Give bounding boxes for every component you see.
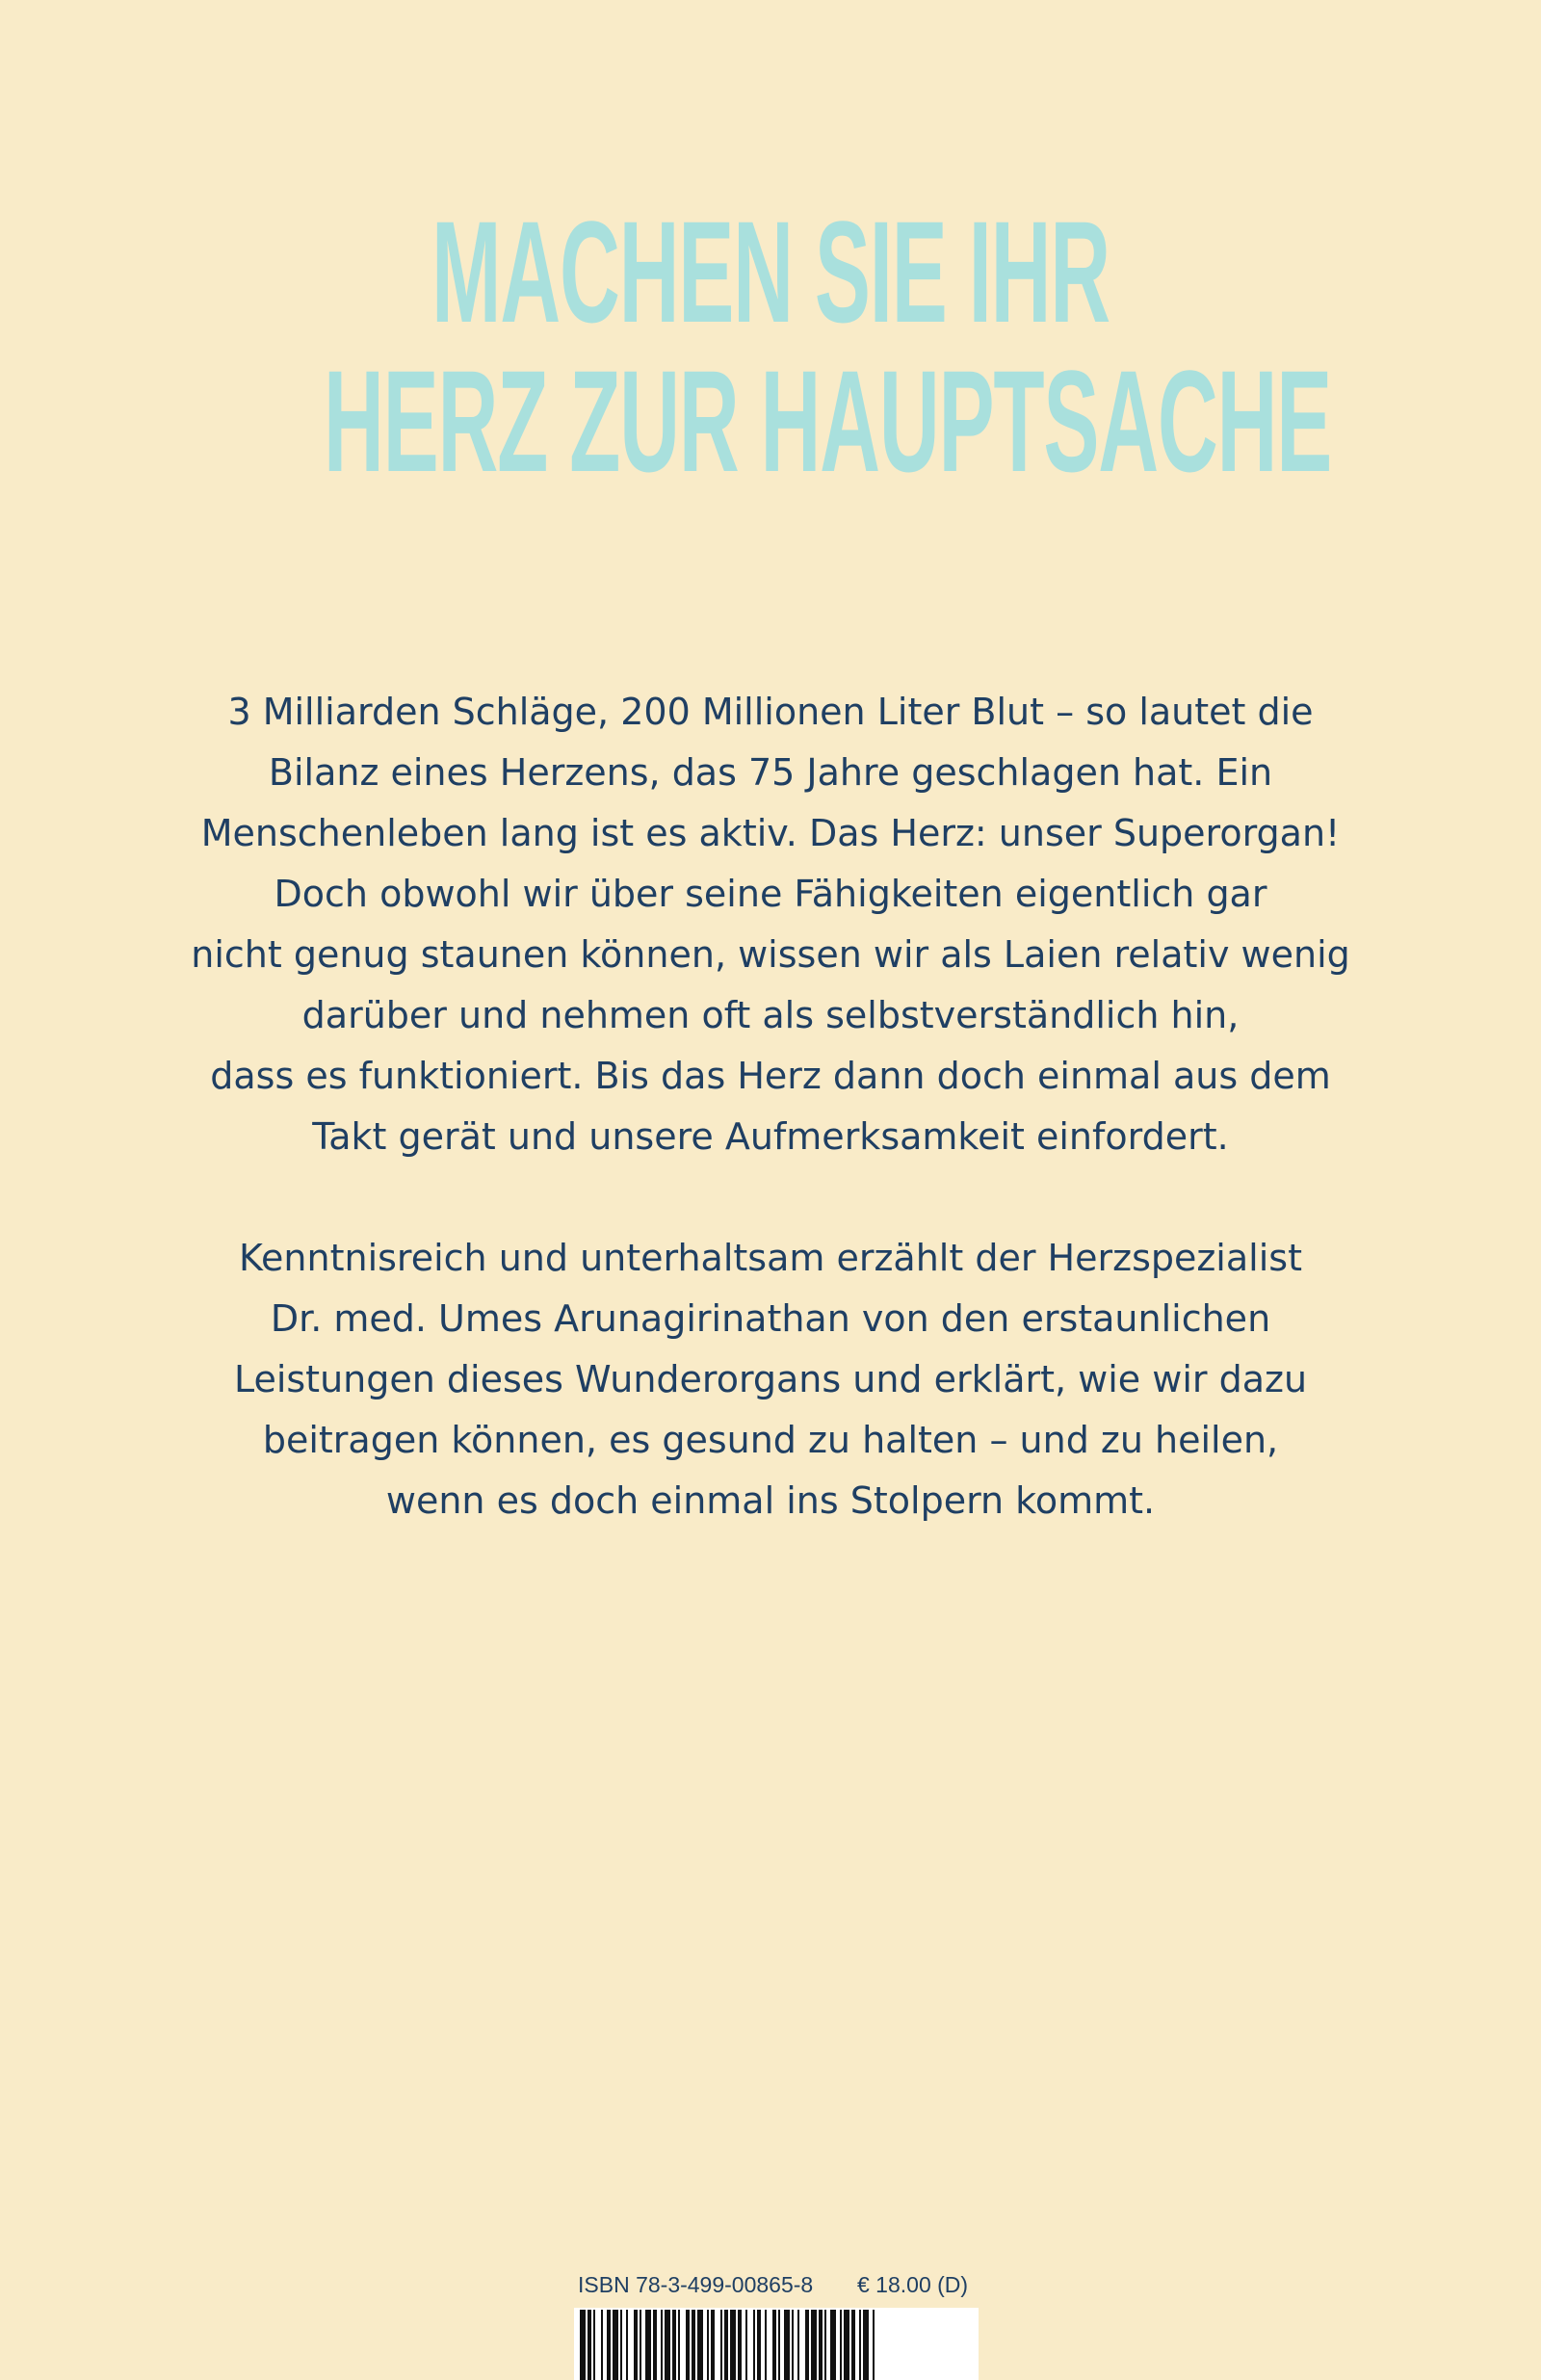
barcode-bar xyxy=(811,2310,817,2380)
blurb-line: Doch obwohl wir über seine Fähigkeiten eigentlich gar xyxy=(274,873,1267,915)
barcode-bar xyxy=(672,2310,676,2380)
barcode-bar xyxy=(707,2310,709,2380)
barcode-bar xyxy=(730,2310,736,2380)
barcode-bar xyxy=(720,2310,722,2380)
barcode-bar xyxy=(745,2310,747,2380)
barcode-bar xyxy=(640,2310,641,2380)
barcode-bar xyxy=(873,2310,875,2380)
barcode-bar xyxy=(830,2310,836,2380)
headline-line-1: MACHEN SIE IHR xyxy=(431,191,1110,353)
barcode-bar xyxy=(678,2310,680,2380)
blurb-line: Dr. med. Umes Arunagirinathan von den erstaunlichen xyxy=(270,1297,1271,1340)
barcode-bar xyxy=(824,2310,826,2380)
barcode-bar xyxy=(724,2310,728,2380)
price-label: € 18.00 (D) xyxy=(857,2272,969,2297)
blurb-line: Kenntnisreich und unterhaltsam erzählt der Herzspezialist xyxy=(239,1237,1302,1279)
blurb-line: 3 Milliarden Schläge, 200 Millionen Liter Blut – so lautet die xyxy=(227,691,1314,733)
barcode-bar xyxy=(588,2310,591,2380)
blurb-paragraph-1 xyxy=(96,682,1445,1167)
barcode-bar xyxy=(601,2310,603,2380)
barcode-bar xyxy=(797,2310,799,2380)
barcode-bar xyxy=(653,2310,657,2380)
barcode-bar xyxy=(692,2310,695,2380)
blurb-line: dass es funktioniert. Bis das Herz dann doch einmal aus dem xyxy=(210,1055,1331,1097)
barcode-bar xyxy=(840,2310,842,2380)
barcode-bar xyxy=(859,2310,861,2380)
headline-line-2: HERZ ZUR HAUPTSACHE xyxy=(324,340,1332,502)
barcode-bar xyxy=(792,2310,794,2380)
barcode-bar xyxy=(778,2310,780,2380)
barcode xyxy=(574,2308,979,2380)
blurb-line: nicht genug staunen können, wissen wir als Laien relativ wenig xyxy=(191,933,1350,976)
blurb-line: Menschenleben lang ist es aktiv. Das Herz: unser Superorgan! xyxy=(200,812,1341,854)
headline xyxy=(0,191,1541,502)
barcode-bar xyxy=(851,2310,855,2380)
barcode-bar xyxy=(819,2310,823,2380)
barcode-bar xyxy=(765,2310,767,2380)
barcode-bar xyxy=(645,2310,651,2380)
barcode-bar xyxy=(772,2310,776,2380)
barcode-bar xyxy=(665,2310,670,2380)
blurb-line: Leistungen dieses Wunderorgans und erklärt, wie wir dazu xyxy=(233,1358,1308,1400)
barcode-bar xyxy=(593,2310,595,2380)
barcode-bar xyxy=(607,2310,611,2380)
barcode-bar xyxy=(620,2310,622,2380)
blurb-line: Takt gerät und unsere Aufmerksamkeit einfordert. xyxy=(312,1115,1229,1158)
barcode-bar xyxy=(711,2310,715,2380)
barcode-bar xyxy=(753,2310,755,2380)
barcode-bar xyxy=(686,2310,690,2380)
barcode-bar xyxy=(757,2310,761,2380)
blurb-line: Bilanz eines Herzens, das 75 Jahre geschlagen hat. Ein xyxy=(268,751,1273,794)
barcode-graphic xyxy=(574,2308,979,2380)
barcode-bar xyxy=(738,2310,742,2380)
barcode-bar xyxy=(697,2310,703,2380)
barcode-bar xyxy=(863,2310,869,2380)
barcode-bar xyxy=(613,2310,618,2380)
isbn-label: ISBN 78-3-499-00865-8 xyxy=(578,2272,814,2297)
barcode-bar xyxy=(661,2310,663,2380)
barcode-bar xyxy=(844,2310,849,2380)
blurb-line: darüber und nehmen oft als selbstverständlich hin, xyxy=(301,994,1240,1036)
blurb-line: beitragen können, es gesund zu halten – und zu heilen, xyxy=(262,1419,1279,1461)
barcode-bar xyxy=(626,2310,628,2380)
blurb-paragraph-2 xyxy=(96,1228,1445,1531)
barcode-bar xyxy=(634,2310,638,2380)
barcode-bar xyxy=(784,2310,790,2380)
blurb-line: wenn es doch einmal ins Stolpern kommt. xyxy=(385,1479,1156,1522)
barcode-bar xyxy=(805,2310,809,2380)
barcode-bar xyxy=(580,2310,586,2380)
